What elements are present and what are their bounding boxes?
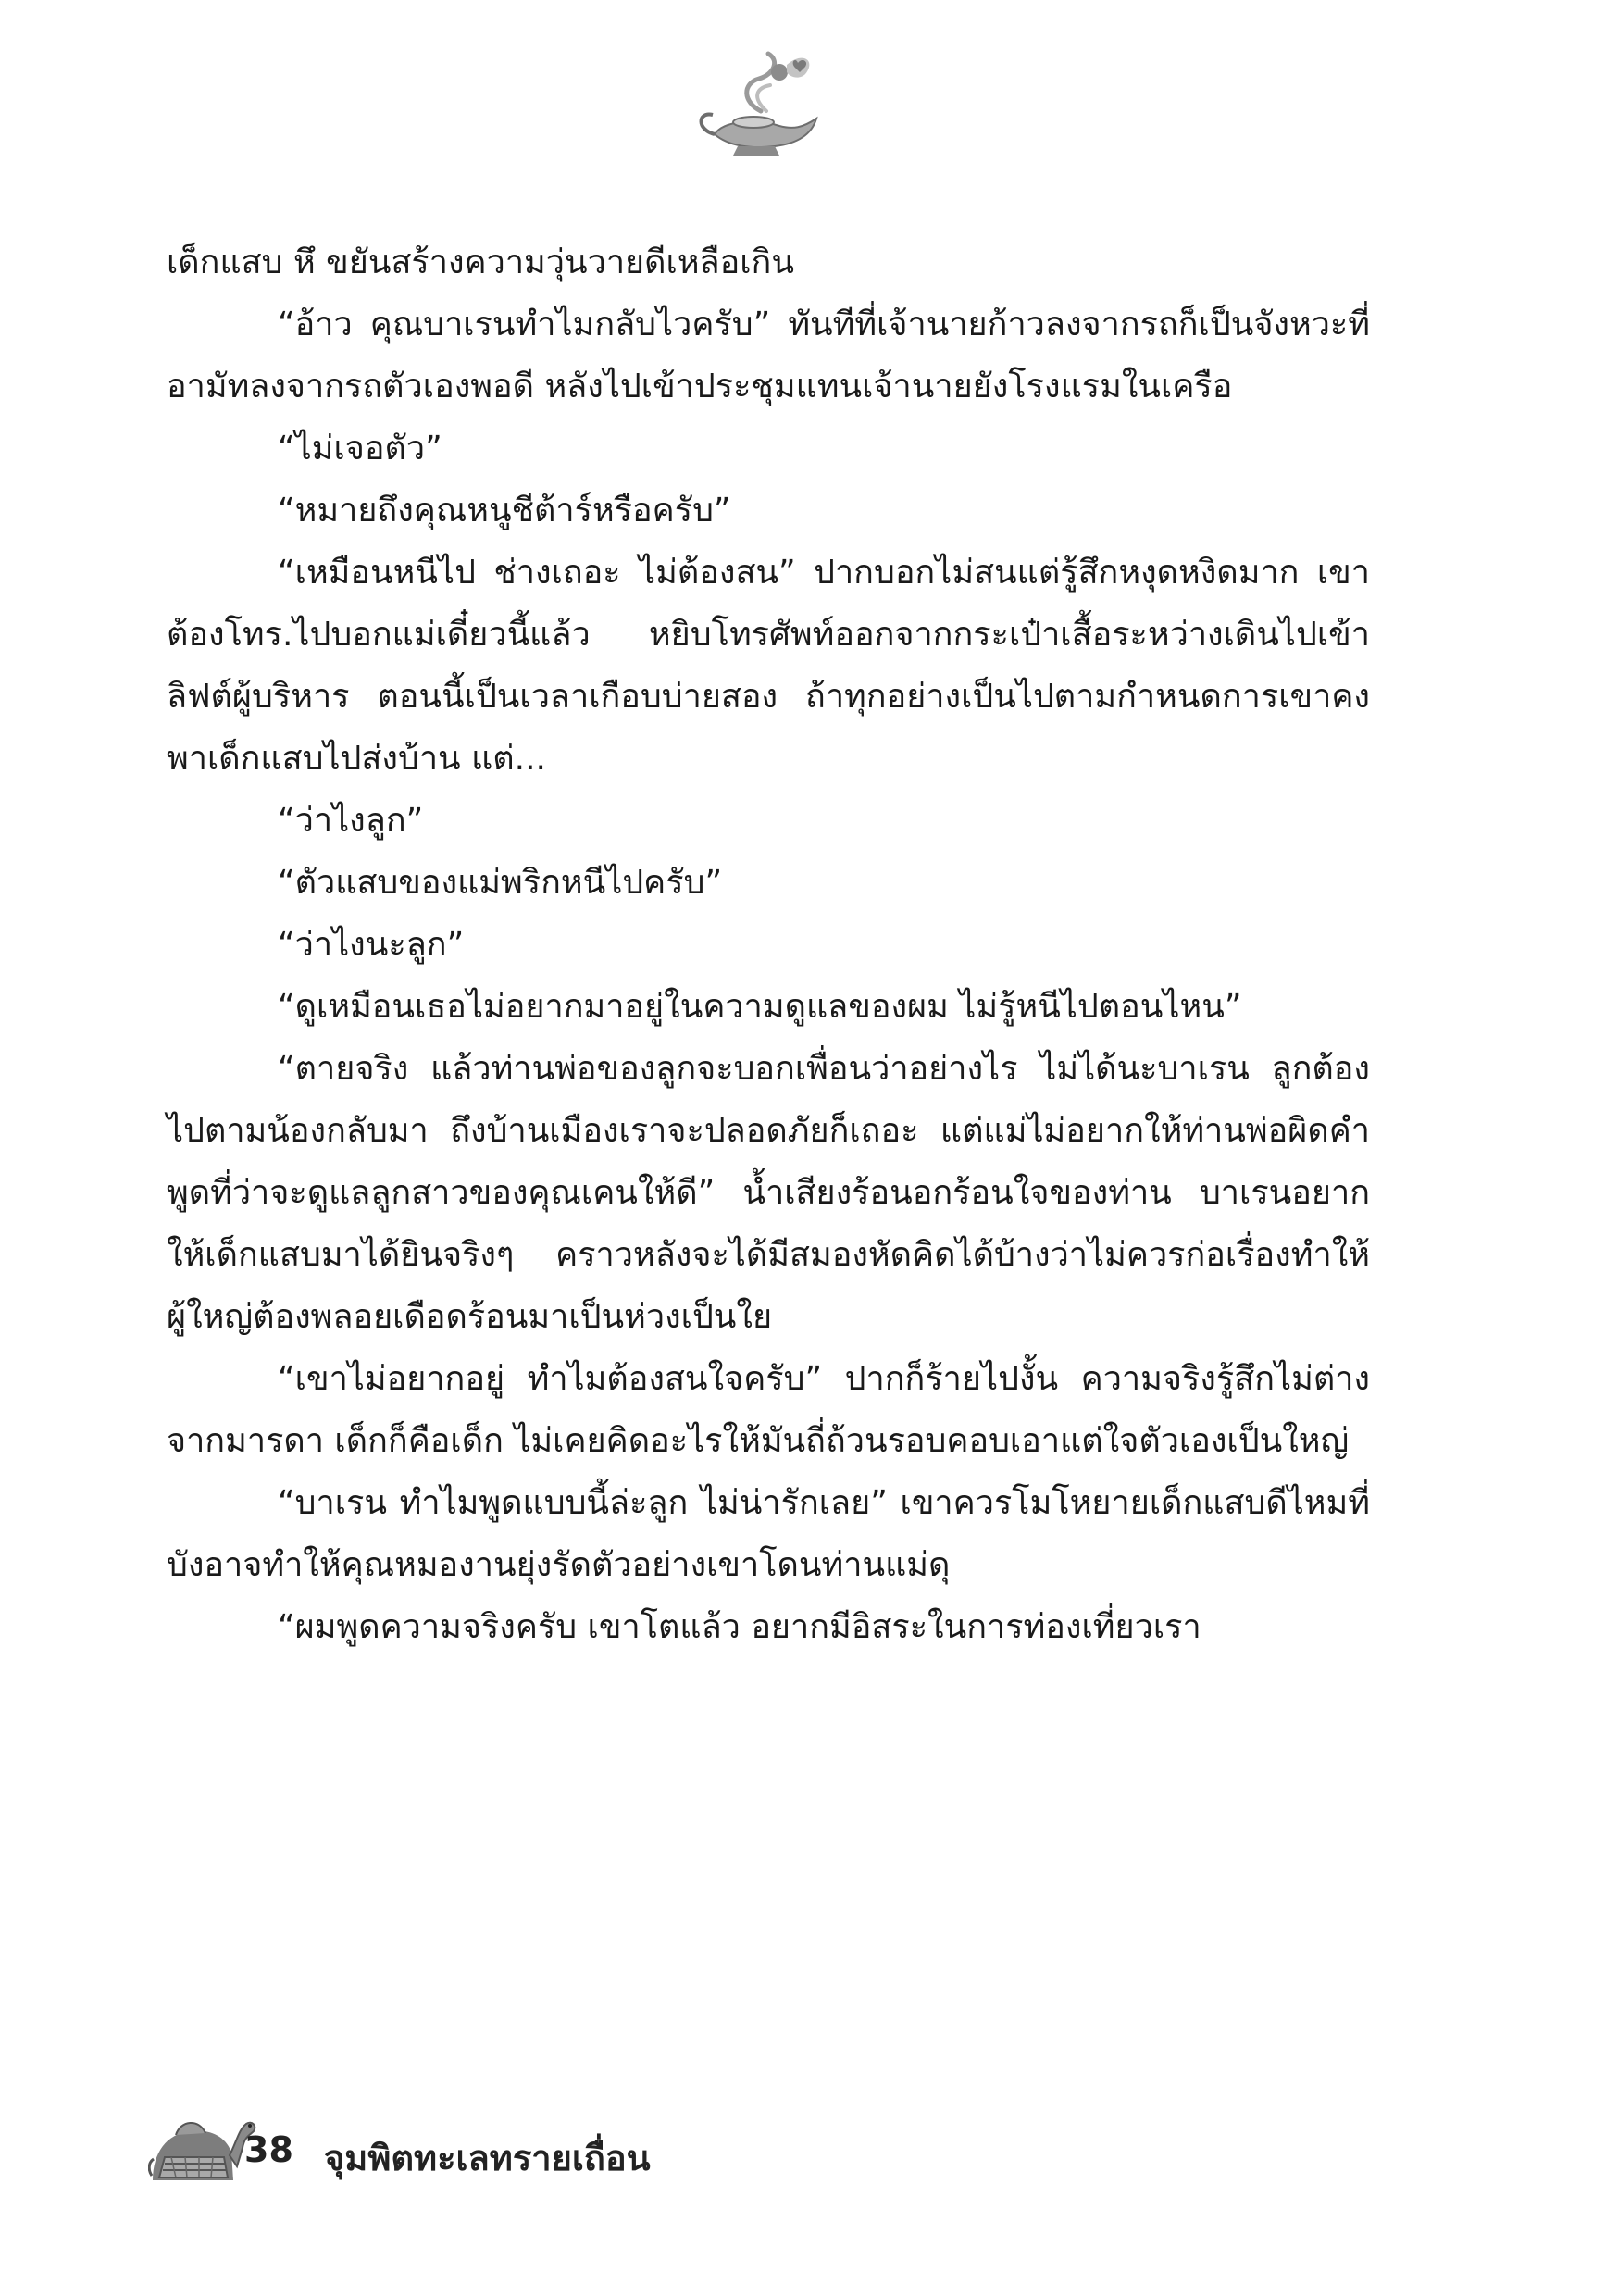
paragraph: “หมายถึงคุณหนูชีต้าร์หรือครับ” [278,492,731,530]
paragraph: “ดูเหมือนเธอไม่อยากมาอยู่ในความดูแลของผม ไม่รู้หนีไปตอนไหน” [278,988,1242,1026]
paragraph: “ว่าไงนะลูก” [278,926,465,964]
paragraph: “เขาไม่อยากอยู่ ทำไมต้องสนใจครับ” ปากก็ร้ายไปงั้น ความจริงรู้สึกไม่ต่างจากมารดา เด็กก็คือเด็ก ไม่เคยคิดอะไรให้มันถี่ถ้วนรอบคอบเอาแต่ใจตัวเองเป็นใหญ่ [167,1360,1370,1460]
chapter-body [167,231,1370,1658]
paragraph: “ตัวแสบของแม่พริกหนีไปครับ” [278,864,723,902]
paragraph: เด็กแสบ หึ ขยันสร้างความวุ่นวายดีเหลือเกิน [167,243,794,281]
page-number: 38 [244,2129,293,2170]
paragraph: “ตายจริง แล้วท่านพ่อของลูกจะบอกเพื่อนว่าอย่างไร ไม่ได้นะบาเรน ลูกต้องไปตามน้องกลับมา ถึงบ้านเมืองเราจะปลอดภัยก็เถอะ แต่แม่ไม่อยากให้ท่านพ่อผิดคำพูดที่ว่าจะดูแลลูกสาวของคุณเคนให้ดี” น้ำเสียงร้อนอกร้อนใจของท่าน บาเรนอยากให้เด็กแสบมาได้ยินจริงๆ คราวหลังจะได้มีสมองหัดคิดได้บ้างว่าไม่ควรก่อเรื่องทำให้ผู้ใหญ่ต้องพลอยเดือดร้อนมาเป็นห่วงเป็นใย [167,1050,1370,1336]
paragraph: “อ้าว คุณบาเรนทำไมกลับไวครับ” ทันทีที่เจ้านายก้าวลงจากรถก็เป็นจังหวะที่อามัทลงจากรถตัวเองพอดี หลังไปเข้าประชุมแทนเจ้านายยังโรงแรมในเครือ [167,306,1370,406]
paragraph: “ผมพูดความจริงครับ เขาโตแล้ว อยากมีอิสระในการท่องเที่ยวเรา [278,1608,1201,1646]
paragraph: “บาเรน ทำไมพูดแบบนี้ล่ะลูก ไม่น่ารักเลย” เขาควรโมโหยายเด็กแสบดีไหมที่บังอาจทำให้คุณหมองานยุ่งรัดตัวอย่างเขาโดนท่านแม่ดุ [167,1484,1370,1584]
genie-lamp-cupid-icon [687,46,835,167]
camel-icon [148,2102,259,2194]
book-title: จุมพิตทะเลทรายเถื่อน [324,2138,651,2178]
paragraph: “ว่าไงลูก” [278,802,424,840]
paragraph: “ไม่เจอตัว” [278,430,442,468]
paragraph: “เหมือนหนีไป ช่างเถอะ ไม่ต้องสน” ปากบอกไม่สนแต่รู้สึกหงุดหงิดมาก เขาต้องโทร.ไปบอกแม่เดี๋ยวนี้แล้ว หยิบโทรศัพท์ออกจากกระเป๋าเสื้อระหว่างเดินไปเข้าลิฟต์ผู้บริหาร ตอนนี้เป็นเวลาเกือบบ่ายสอง ถ้าทุกอย่างเป็นไปตามกำหนดการเขาคงพาเด็กแสบไปส่งบ้าน แต่... [167,554,1370,778]
page-footer [148,2102,981,2194]
